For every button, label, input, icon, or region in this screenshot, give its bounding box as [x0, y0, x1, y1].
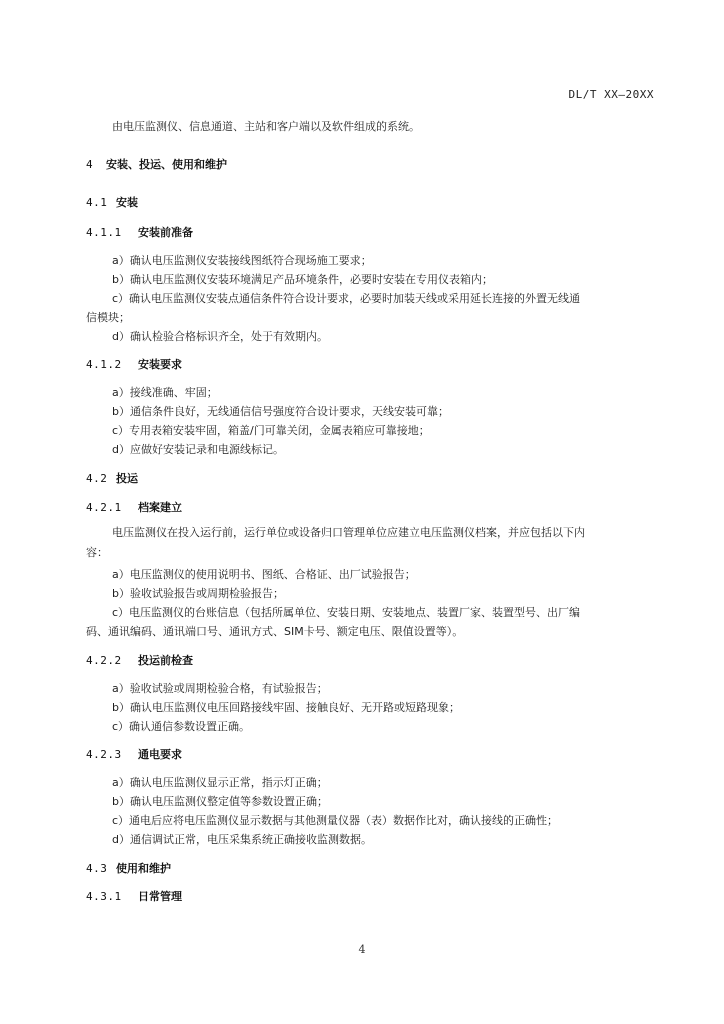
section-title: 安装 [116, 196, 138, 209]
section-4-2-2-heading [86, 652, 193, 668]
list-item: c）专用表箱安装牢固，箱盖/门可靠关闭，金属表箱应可靠接地； [112, 424, 430, 437]
section-number: 4.1 [86, 196, 108, 209]
section-number: 4.1.1 [86, 226, 122, 239]
section-title: 投运 [116, 472, 138, 485]
list-item: d）通信调试正常，电压采集系统正确接收监测数据。 [112, 833, 372, 846]
section-number: 4.2 [86, 472, 108, 485]
list-item: a）接线准确、牢固； [112, 386, 218, 399]
list-item-continuation: 码、通讯编码、通讯端口号、通讯方式、SIM卡号、额定电压、限值设置等）。 [86, 625, 464, 638]
section-4-1-1-heading [86, 224, 193, 240]
paragraph-line: 容： [86, 546, 108, 559]
section-4-2-3-heading [86, 746, 182, 762]
page-number: 4 [358, 943, 366, 956]
section-4-1-2-heading [86, 356, 182, 372]
list-item: b）验收试验报告或周期检验报告； [112, 587, 284, 600]
list-item: d）应做好安装记录和电源线标记。 [112, 443, 284, 456]
section-title: 安装、投运、使用和维护 [106, 158, 227, 171]
paragraph-line: 电压监测仪在投入运行前，运行单位或设备归口管理单位应建立电压监测仪档案，并应包括以下内 [112, 526, 585, 539]
section-4-2-heading [86, 470, 138, 486]
list-item: c）确认电压监测仪安装点通信条件符合设计要求，必要时加装天线或采用延长连接的外置无线通 [112, 292, 581, 305]
list-item: b）确认电压监测仪电压回路接线牢固、接触良好、无开路或短路现象； [112, 701, 460, 714]
list-item: c）确认通信参数设置正确。 [112, 720, 251, 733]
section-number: 4 [86, 158, 94, 171]
list-item: c）通电后应将电压监测仪显示数据与其他测量仪器（表）数据作比对，确认接线的正确性； [112, 814, 559, 827]
section-number: 4.1.2 [86, 358, 122, 371]
list-item: a）验收试验或周期检验合格，有试验报告； [112, 682, 328, 695]
section-4-heading [86, 156, 227, 172]
section-title: 通电要求 [138, 748, 182, 761]
section-4-1-heading [86, 194, 138, 210]
list-item: b）确认电压监测仪整定值等参数设置正确； [112, 795, 328, 808]
section-title: 日常管理 [138, 890, 182, 903]
intro-paragraph: 由电压监测仪、信息通道、主站和客户端以及软件组成的系统。 [112, 120, 420, 133]
section-title: 使用和维护 [116, 862, 171, 875]
section-number: 4.2.2 [86, 654, 122, 667]
section-4-2-1-heading [86, 499, 182, 515]
section-4-3-1-heading [86, 888, 182, 904]
list-item: a）确认电压监测仪安装接线图纸符合现场施工要求； [112, 254, 372, 267]
section-title: 投运前检查 [138, 654, 193, 667]
section-number: 4.3 [86, 862, 108, 875]
standard-code-header: DL/T XX—20XX [568, 88, 654, 101]
list-item: a）电压监测仪的使用说明书、图纸、合格证、出厂试验报告； [112, 568, 416, 581]
list-item: b）通信条件良好，无线通信信号强度符合设计要求，天线安装可靠； [112, 405, 449, 418]
section-title: 档案建立 [138, 501, 182, 514]
list-item-continuation: 信模块； [86, 311, 130, 324]
section-number: 4.2.1 [86, 501, 122, 514]
list-item: b）确认电压监测仪安装环境满足产品环境条件，必要时安装在专用仪表箱内； [112, 273, 493, 286]
section-4-3-heading [86, 860, 171, 876]
list-item: a）确认电压监测仪显示正常，指示灯正确； [112, 776, 328, 789]
list-item: c）电压监测仪的台账信息（包括所属单位、安装日期、安装地点、装置厂家、装置型号、出厂编 [112, 606, 581, 619]
section-number: 4.3.1 [86, 890, 122, 903]
section-title: 安装要求 [138, 358, 182, 371]
section-title: 安装前准备 [138, 226, 193, 239]
section-number: 4.2.3 [86, 748, 122, 761]
list-item: d）确认检验合格标识齐全，处于有效期内。 [112, 330, 328, 343]
